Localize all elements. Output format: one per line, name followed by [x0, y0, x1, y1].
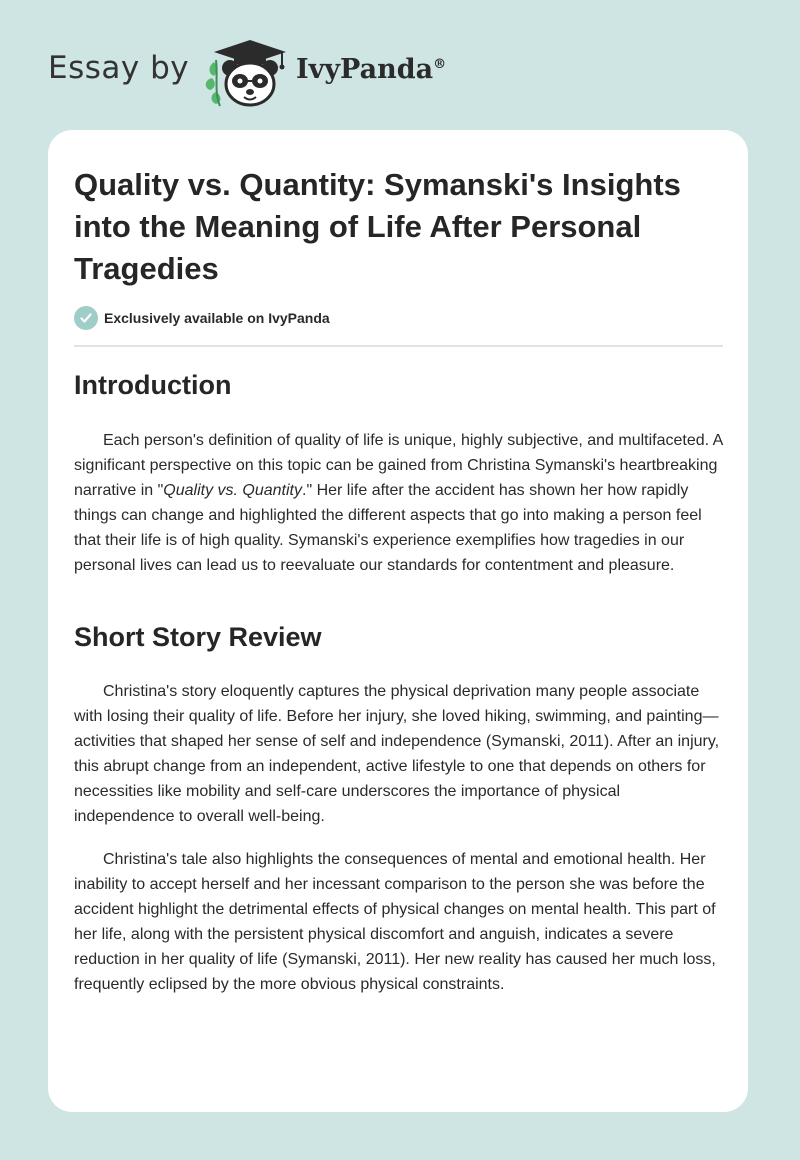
- ivypanda-logo[interactable]: [200, 36, 296, 108]
- badge-label: Exclusively available on IvyPanda: [104, 310, 330, 326]
- site-header: [0, 0, 800, 130]
- paragraph-text: Each person's definition of quality of life is unique, highly subjective, and multifaceted. A significant perspective on this topic can be gained from Christina Symanski's heartbreaking narrative in ": [74, 432, 723, 499]
- check-circle-icon: [74, 306, 98, 330]
- essay-card: [48, 130, 748, 1112]
- section-heading-introduction: Introduction: [74, 370, 232, 400]
- review-paragraph-2: Christina's tale also highlights the consequences of mental and emotional health. Her inability to accept herself and her incessant comparison to the person she was before the accident highlight the detrimental effects of physical changes on mental health. This part of her life, along with the persistent physical discomfort and anguish, indicates a severe reduction in her quality of life (Symanski, 2011). Her new reality has caused her much loss, frequently eclipsed by the more obvious physical constraints.: [74, 851, 716, 993]
- divider: [74, 345, 723, 347]
- essay-title: Quality vs. Quantity: Symanski's Insights into the Meaning of Life After Personal Tragedies: [74, 167, 681, 286]
- introduction-paragraph: [74, 428, 724, 578]
- registered-mark: ®: [433, 57, 447, 72]
- paragraph-text: ." Her life after the accident has shown her how rapidly things can change and highlighted the different aspects that go into making a person feel that their life is of high quality. Symanski's experience exemplifies how tragedies in our personal lives can lead us to reevaluate our standards for contentment and pleasure.: [74, 482, 702, 574]
- panda-graduate-icon: [200, 36, 296, 108]
- brand-text: IvyPanda: [296, 54, 434, 85]
- review-paragraph-1: Christina's story eloquently captures the physical deprivation many people associate with losing their quality of life. Before her injury, she loved hiking, swimming, and painting—activities that shaped her sense of self and independence (Symanski, 2011). After an injury, this abrupt change from an independent, active lifestyle to one that depends on others for necessities like mobility and self-care underscores the importance of physical independence to overall well-being.: [74, 683, 720, 825]
- story-title-emphasis: Quality vs. Quantity: [163, 482, 302, 499]
- section-heading-short-story-review: Short Story Review: [74, 622, 322, 652]
- exclusive-badge: [74, 305, 330, 331]
- ivy-leaf-icon: [206, 60, 221, 106]
- brand-name[interactable]: [296, 54, 446, 85]
- essay-by-label: Essay by: [48, 50, 190, 86]
